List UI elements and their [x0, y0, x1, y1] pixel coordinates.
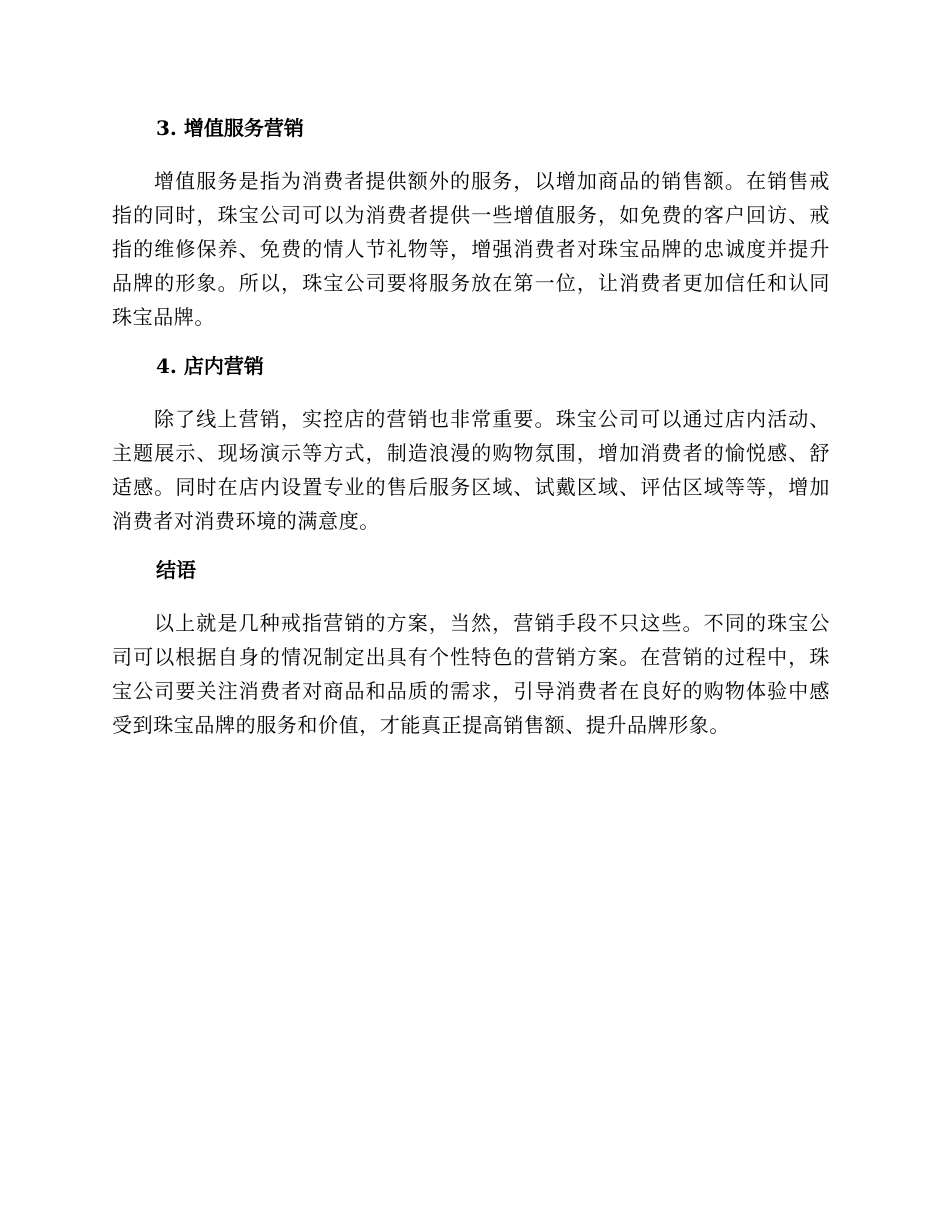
section-heading-conclusion: 结语	[156, 558, 196, 582]
section-paragraph-in-store-marketing: 除了线上营销，实控店的营销也非常重要。珠宝公司可以通过店内活动、主题展示、现场演示等方式，制造浪漫的购物氛围，增加消费者的愉悦感、舒适感。同时在店内设置专业的售后服务区域、试戴区域、评估区域等等，增加消费者对消费环境的满意度。	[112, 407, 830, 533]
section-paragraph-conclusion: 以上就是几种戒指营销的方案，当然，营销手段不只这些。不同的珠宝公司可以根据自身的情况制定出具有个性特色的营销方案。在营销的过程中，珠宝公司要关注消费者对商品和品质的需求，引导消费者在良好的购物体验中感受到珠宝品牌的服务和价值，才能真正提高销售额、提升品牌形象。	[112, 611, 830, 737]
document-body	[112, 108, 830, 742]
section-heading-in-store-marketing: 4. 店内营销	[156, 354, 264, 378]
section-heading-value-added-service: 3. 增值服务营销	[156, 116, 304, 140]
section-paragraph-value-added-service: 增值服务是指为消费者提供额外的服务，以增加商品的销售额。在销售戒指的同时，珠宝公司可以为消费者提供一些增值服务，如免费的客户回访、戒指的维修保养、免费的情人节礼物等，增强消费者对珠宝品牌的忠诚度并提升品牌的形象。所以，珠宝公司要将服务放在第一位，让消费者更加信任和认同珠宝品牌。	[112, 169, 830, 329]
